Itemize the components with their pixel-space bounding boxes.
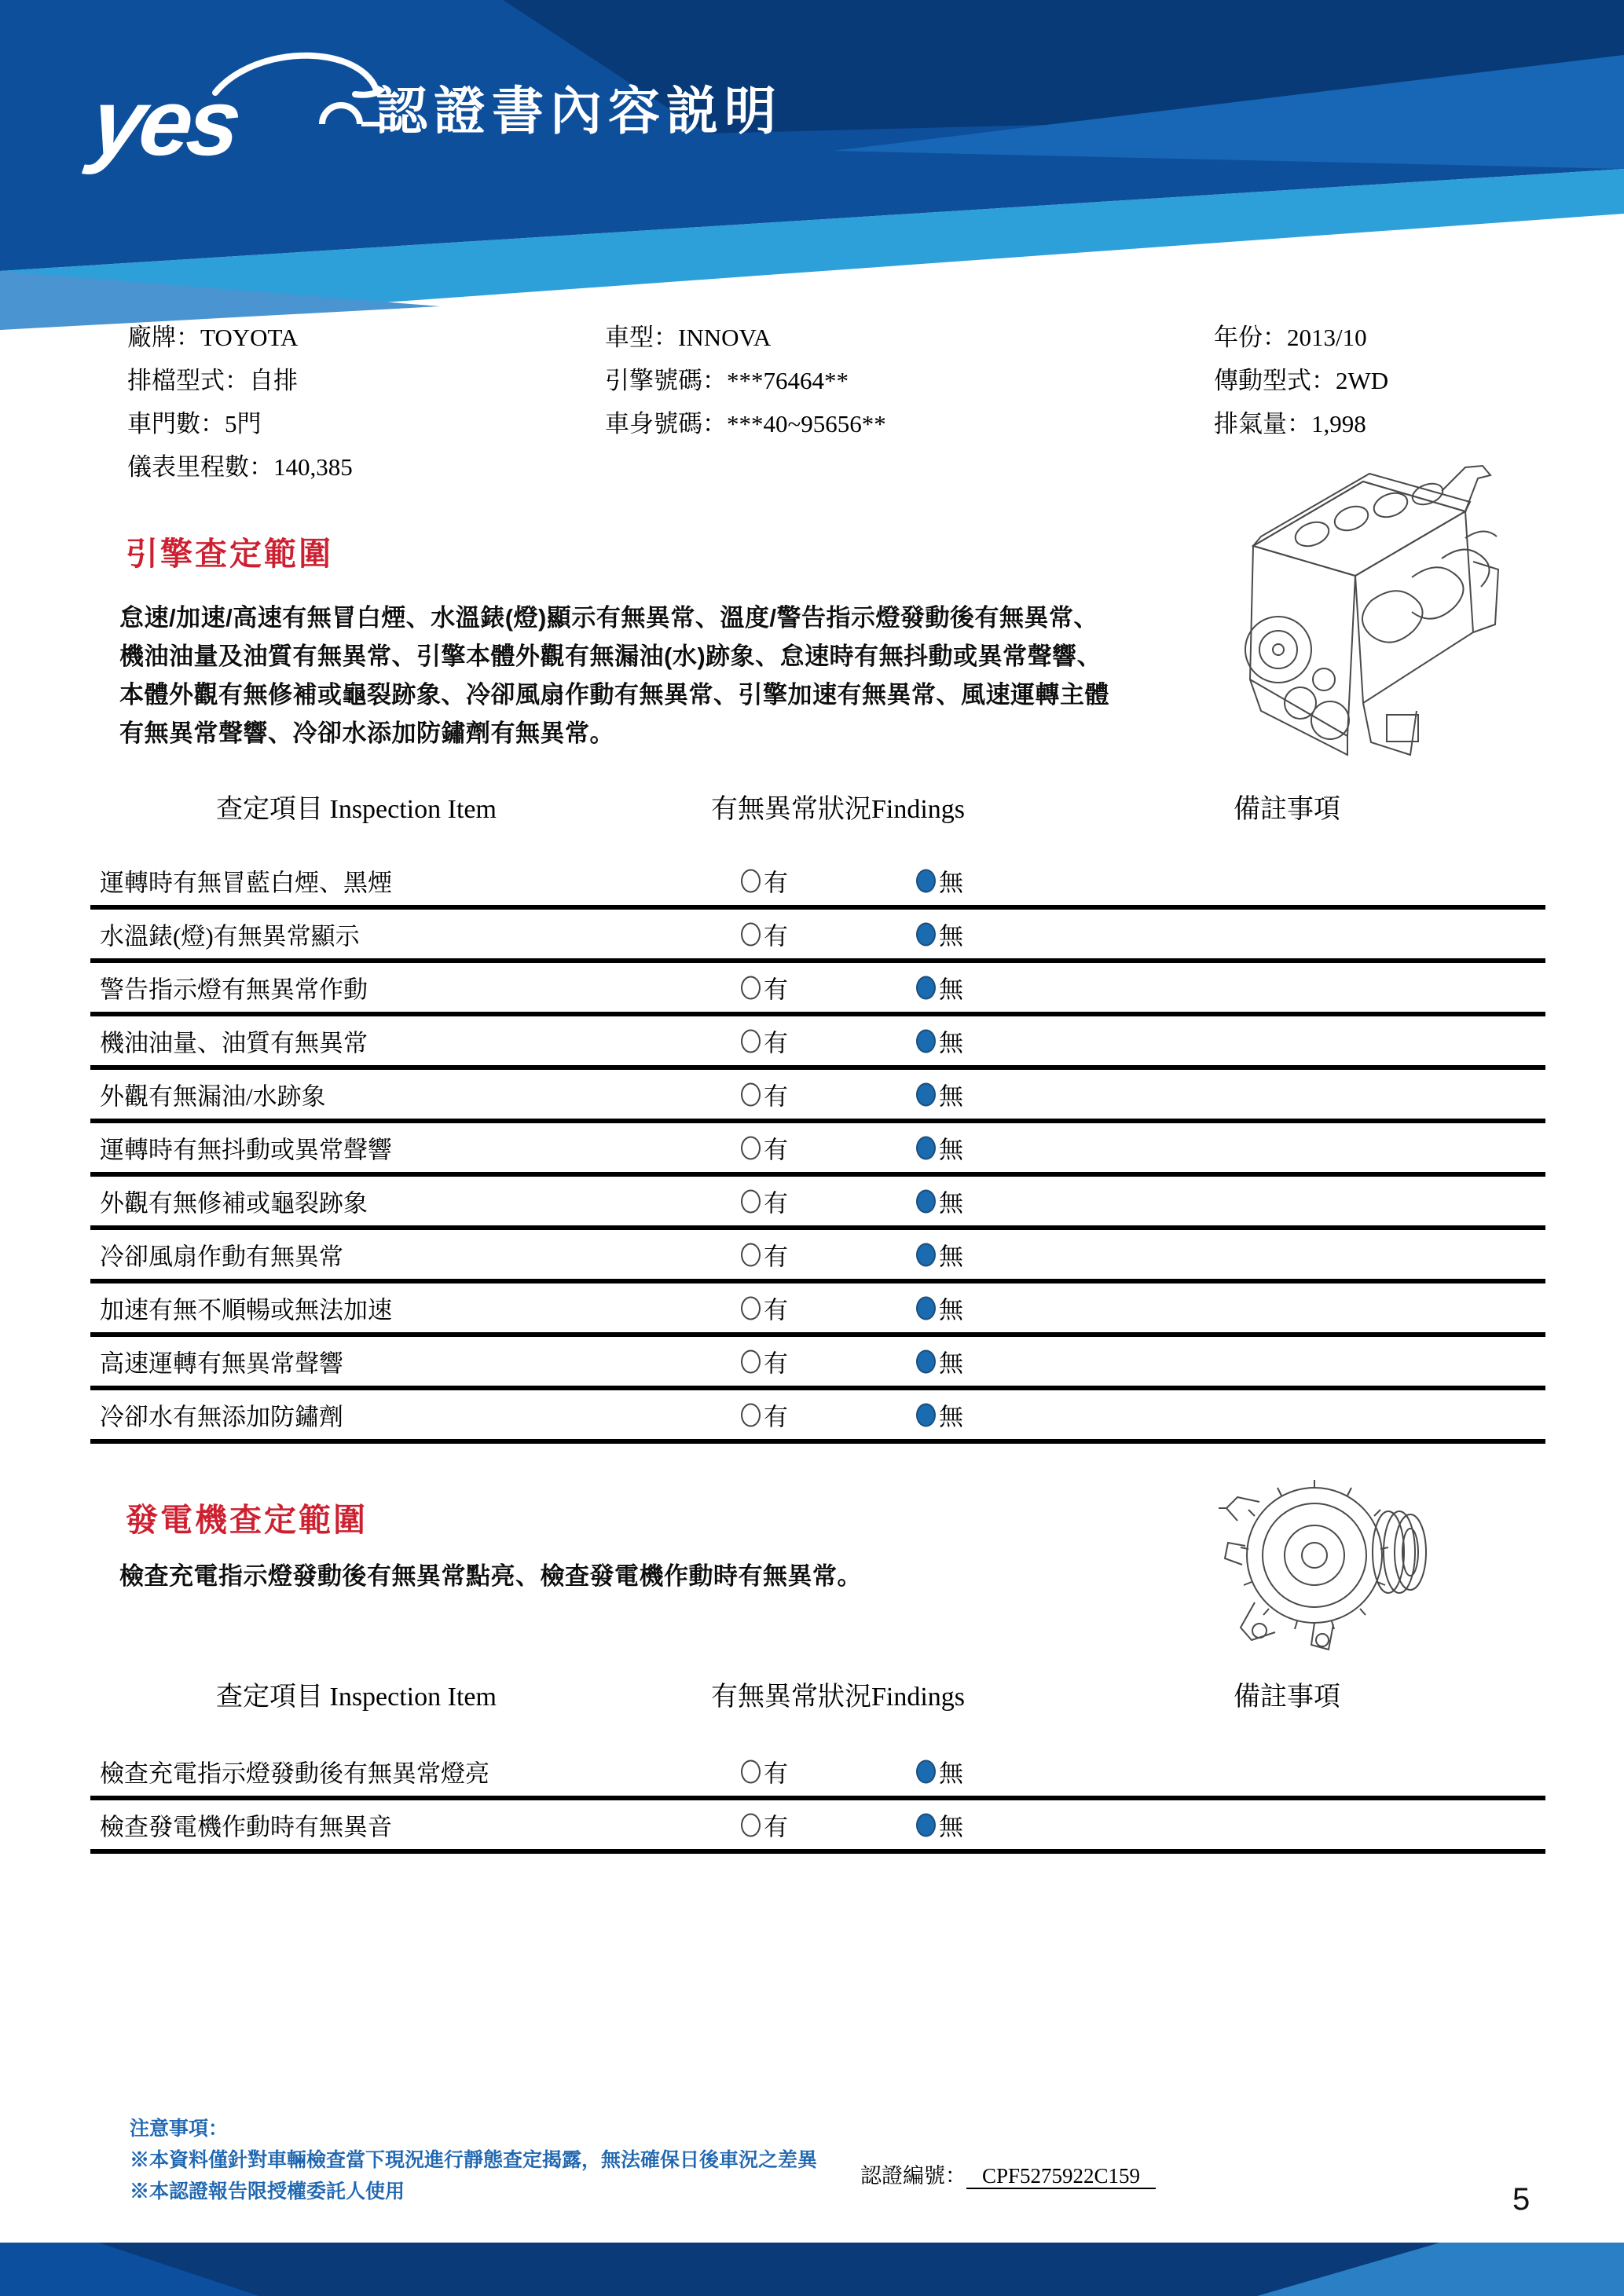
- inspection-item-label: 外觀有無修補或龜裂跡象: [100, 1189, 368, 1218]
- desc-line: 有無異常聲響、冷卻水添加防鏽劑有無異常。: [119, 720, 614, 747]
- inspection-item-label: 冷卻水有無添加防鏽劑: [100, 1403, 343, 1431]
- info-brand: 廠牌：TOYOTA: [127, 324, 299, 351]
- radio-yes[interactable]: [741, 970, 788, 1005]
- table-row: [90, 1016, 1545, 1070]
- radio-yes-label: 有: [764, 1136, 788, 1164]
- radio-unselected-icon[interactable]: [741, 1403, 761, 1426]
- info-doors: 車門數：5門: [127, 410, 262, 438]
- radio-no[interactable]: [916, 1184, 963, 1219]
- radio-yes[interactable]: [741, 1237, 788, 1273]
- radio-no[interactable]: [916, 1291, 963, 1326]
- info-model: 車型：INNOVA: [605, 324, 772, 351]
- col-header-findings: 有無異常狀況Findings: [711, 1683, 966, 1712]
- engine-section-description: [119, 599, 1109, 753]
- col-header-item: 查定項目 Inspection Item: [216, 795, 497, 824]
- radio-no[interactable]: [916, 863, 963, 899]
- generator-table-header: [90, 1675, 1545, 1712]
- col-header-remarks: 備註事項: [1234, 795, 1340, 824]
- info-year: 年份：2013/10: [1214, 324, 1367, 351]
- desc-line: 檢查充電指示燈發動後有無異常點亮、檢查發電機作動時有無異常。: [119, 1562, 862, 1590]
- table-row: [90, 910, 1545, 963]
- page-header: [0, 0, 1624, 338]
- inspection-item-label: 檢查發電機作動時有無異音: [100, 1813, 392, 1841]
- radio-yes-label: 有: [764, 1296, 788, 1324]
- radio-selected-icon[interactable]: [916, 1349, 936, 1373]
- radio-yes-label: 有: [764, 922, 788, 950]
- radio-no-label: 無: [939, 1243, 963, 1271]
- radio-unselected-icon[interactable]: [741, 1243, 761, 1266]
- radio-yes-label: 有: [764, 1082, 788, 1111]
- yes-logo: [85, 46, 407, 179]
- radio-selected-icon[interactable]: [916, 1403, 936, 1426]
- radio-no-label: 無: [939, 1296, 963, 1324]
- engine-table-header: [90, 787, 1545, 822]
- alternator-illustration: [1214, 1470, 1450, 1655]
- radio-yes-label: 有: [764, 1403, 788, 1431]
- radio-yes[interactable]: [741, 1807, 788, 1843]
- generator-section-title: 發電機查定範圍: [126, 1502, 368, 1538]
- inspection-item-label: 外觀有無漏油/水跡象: [100, 1082, 326, 1111]
- info-displacement: 排氣量：1,998: [1214, 410, 1366, 438]
- radio-yes[interactable]: [741, 1184, 788, 1219]
- info-engine-number: 引擎號碼：***76464**: [605, 367, 849, 394]
- radio-yes-label: 有: [764, 1813, 788, 1841]
- radio-yes-label: 有: [764, 1189, 788, 1218]
- inspection-item-label: 冷卻風扇作動有無異常: [100, 1243, 343, 1271]
- radio-no-label: 無: [939, 1349, 963, 1378]
- col-header-remarks: 備註事項: [1234, 1683, 1340, 1712]
- table-row: [90, 1177, 1545, 1230]
- radio-selected-icon[interactable]: [916, 1296, 936, 1320]
- radio-yes[interactable]: [741, 917, 788, 952]
- radio-no[interactable]: [916, 1130, 963, 1166]
- radio-no-label: 無: [939, 922, 963, 950]
- radio-yes[interactable]: [741, 1291, 788, 1326]
- desc-line: 怠速/加速/高速有無冒白煙、水溫錶(燈)顯示有無異常、溫度/警告指示燈發動後有無異常、: [119, 604, 1098, 632]
- radio-unselected-icon[interactable]: [741, 869, 761, 892]
- inspection-item-label: 高速運轉有無異常聲響: [100, 1349, 343, 1378]
- radio-no[interactable]: [916, 1344, 963, 1379]
- radio-no-label: 無: [939, 1082, 963, 1111]
- radio-yes[interactable]: [741, 1397, 788, 1433]
- table-row: [90, 1230, 1545, 1283]
- table-row: [90, 1283, 1545, 1337]
- radio-selected-icon[interactable]: [916, 1082, 936, 1106]
- desc-line: 機油油量及油質有無異常、引擎本體外觀有無漏油(水)跡象、怠速時有無抖動或異常聲響、: [119, 643, 1102, 670]
- radio-no-label: 無: [939, 869, 963, 897]
- inspection-item-label: 運轉時有無冒藍白煙、黑煙: [100, 869, 392, 897]
- inspection-item-label: 機油油量、油質有無異常: [100, 1029, 368, 1057]
- radio-yes[interactable]: [741, 1130, 788, 1166]
- radio-selected-icon[interactable]: [916, 869, 936, 892]
- radio-unselected-icon[interactable]: [741, 1136, 761, 1159]
- certificate-number-label: 認證編號：: [860, 2164, 966, 2188]
- radio-selected-icon[interactable]: [916, 1029, 936, 1053]
- inspection-item-label: 警告指示燈有無異常作動: [100, 976, 368, 1004]
- vehicle-info-col1: [127, 316, 353, 489]
- table-row: [90, 1390, 1545, 1444]
- radio-no-label: 無: [939, 1029, 963, 1057]
- inspection-item-label: 水溫錶(燈)有無異常顯示: [100, 922, 360, 950]
- certificate-number-row: [860, 2159, 1156, 2189]
- radio-selected-icon[interactable]: [916, 1189, 936, 1213]
- radio-no[interactable]: [916, 970, 963, 1005]
- radio-selected-icon[interactable]: [916, 1813, 936, 1836]
- table-row: [90, 1070, 1545, 1123]
- radio-no[interactable]: [916, 1077, 963, 1112]
- footer-notes: [130, 2113, 817, 2207]
- table-row: [90, 856, 1545, 910]
- radio-yes-label: 有: [764, 1029, 788, 1057]
- radio-selected-icon[interactable]: [916, 1243, 936, 1266]
- radio-unselected-icon[interactable]: [741, 1813, 761, 1836]
- page-title: 認證書內容説明: [376, 82, 783, 140]
- engine-inspection-table: [90, 856, 1545, 1444]
- radio-selected-icon[interactable]: [916, 922, 936, 946]
- radio-no-label: 無: [939, 1403, 963, 1431]
- radio-no-label: 無: [939, 1760, 963, 1788]
- radio-selected-icon[interactable]: [916, 1136, 936, 1159]
- radio-selected-icon[interactable]: [916, 976, 936, 999]
- radio-no[interactable]: [916, 917, 963, 952]
- radio-no-label: 無: [939, 1136, 963, 1164]
- radio-no[interactable]: [916, 1397, 963, 1433]
- page-number: 5: [1512, 2182, 1531, 2217]
- certificate-number-value: CPF5275922C159: [966, 2164, 1156, 2189]
- inspection-item-label: 運轉時有無抖動或異常聲響: [100, 1136, 392, 1164]
- radio-yes-label: 有: [764, 976, 788, 1004]
- radio-unselected-icon[interactable]: [741, 1029, 761, 1053]
- table-row: [90, 1123, 1545, 1177]
- radio-yes-label: 有: [764, 869, 788, 897]
- radio-unselected-icon[interactable]: [741, 1760, 761, 1783]
- radio-yes[interactable]: [741, 863, 788, 899]
- engine-illustration: [1206, 444, 1520, 766]
- table-row: [90, 963, 1545, 1016]
- radio-no[interactable]: [916, 1807, 963, 1843]
- col-header-findings: 有無異常狀況Findings: [711, 795, 966, 824]
- vehicle-info-col3: [1214, 316, 1388, 445]
- radio-yes-label: 有: [764, 1349, 788, 1378]
- radio-unselected-icon[interactable]: [741, 922, 761, 946]
- info-drive-type: 傳動型式：2WD: [1214, 367, 1389, 394]
- col-header-item: 查定項目 Inspection Item: [216, 1683, 497, 1712]
- radio-no[interactable]: [916, 1237, 963, 1273]
- radio-no-label: 無: [939, 976, 963, 1004]
- radio-no-label: 無: [939, 1189, 963, 1218]
- radio-yes[interactable]: [741, 1344, 788, 1379]
- radio-unselected-icon[interactable]: [741, 976, 761, 999]
- footer-bar: [0, 2243, 1624, 2296]
- radio-unselected-icon[interactable]: [741, 1349, 761, 1373]
- notes-title: 注意事項：: [130, 2118, 229, 2140]
- table-row: [90, 1747, 1545, 1800]
- radio-unselected-icon[interactable]: [741, 1296, 761, 1320]
- radio-selected-icon[interactable]: [916, 1760, 936, 1783]
- radio-yes-label: 有: [764, 1243, 788, 1271]
- info-transmission-type: 排檔型式：自排: [127, 367, 298, 394]
- info-odometer: 儀表里程數：140,385: [127, 453, 353, 481]
- radio-yes[interactable]: [741, 1754, 788, 1789]
- note-line: ※本資料僅針對車輛檢查當下現況進行靜態查定揭露，無法確保日後車況之差異: [130, 2149, 818, 2171]
- info-body-number: 車身號碼：***40~95656**: [605, 410, 886, 438]
- yes-logo-text: yes: [85, 70, 244, 175]
- generator-inspection-table: [90, 1747, 1545, 1854]
- radio-no-label: 無: [939, 1813, 963, 1841]
- radio-yes-label: 有: [764, 1760, 788, 1788]
- radio-no[interactable]: [916, 1754, 963, 1789]
- table-row: [90, 1800, 1545, 1854]
- radio-no[interactable]: [916, 1023, 963, 1059]
- inspection-item-label: 檢查充電指示燈發動後有無異常燈亮: [100, 1760, 489, 1788]
- radio-unselected-icon[interactable]: [741, 1189, 761, 1213]
- radio-unselected-icon[interactable]: [741, 1082, 761, 1106]
- vehicle-info-col2: [605, 316, 886, 445]
- note-line: ※本認證報告限授權委託人使用: [130, 2181, 405, 2203]
- generator-section-description: [119, 1557, 862, 1595]
- engine-section-title: 引擎查定範圍: [126, 536, 333, 572]
- radio-yes[interactable]: [741, 1077, 788, 1112]
- table-row: [90, 1337, 1545, 1390]
- desc-line: 本體外觀有無修補或龜裂跡象、冷卻風扇作動有無異常、引擎加速有無異常、風速運轉主體: [119, 681, 1109, 709]
- radio-yes[interactable]: [741, 1023, 788, 1059]
- inspection-item-label: 加速有無不順暢或無法加速: [100, 1296, 392, 1324]
